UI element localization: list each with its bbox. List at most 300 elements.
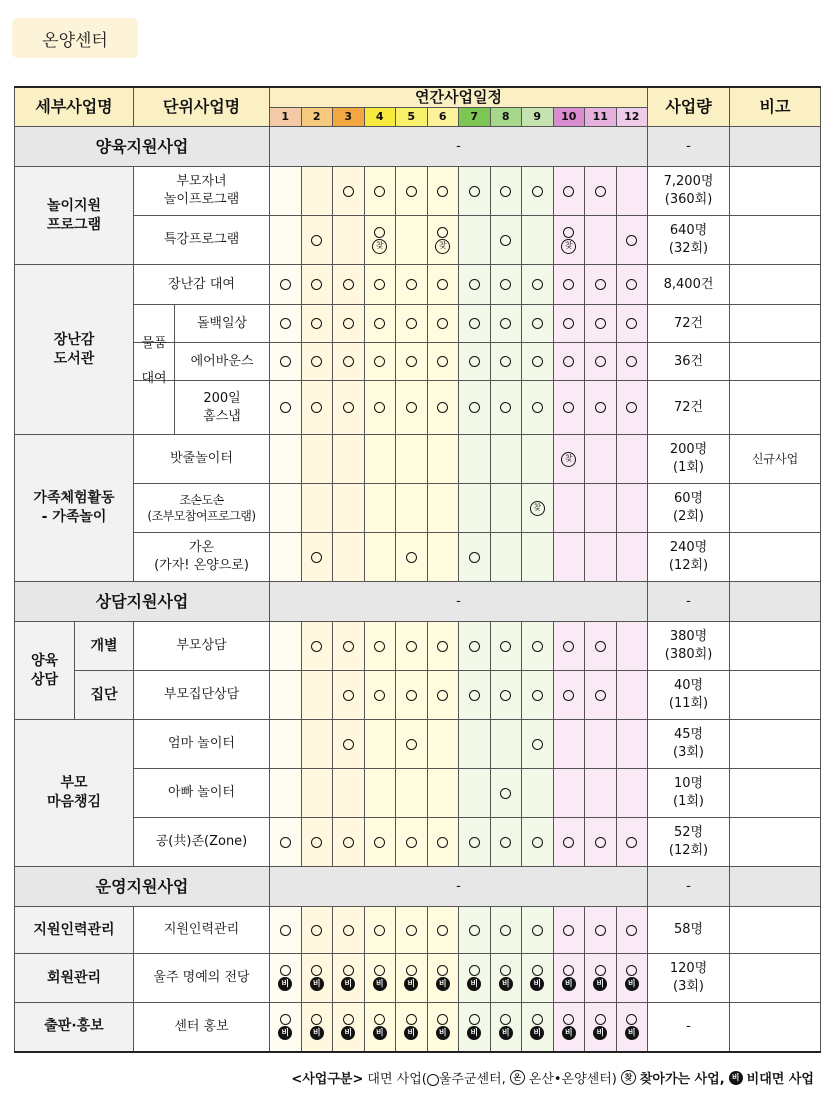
- circle-icon: [406, 739, 417, 750]
- text-line: 상담: [30, 671, 59, 688]
- nonface-icon: 비: [436, 977, 450, 991]
- mark-stack: [302, 235, 333, 246]
- month-cell-7: [459, 484, 491, 533]
- text-line: 개별: [90, 637, 118, 654]
- text-line: 45명: [673, 727, 704, 743]
- mark-stack: [522, 356, 553, 367]
- quantity-cell: [648, 1003, 730, 1052]
- mark-stack: [459, 402, 490, 413]
- month-cell-1: [270, 671, 302, 720]
- text-line: 36건: [673, 353, 704, 369]
- mark-stack: [491, 186, 522, 197]
- mark-stack: [617, 965, 648, 991]
- circle-icon: [343, 837, 354, 848]
- mark-stack: [554, 965, 585, 991]
- section-row: [15, 867, 821, 907]
- sub-individual: [75, 622, 134, 671]
- month-cell-4: [364, 216, 396, 265]
- circle-icon: [406, 1014, 417, 1025]
- month-cell-9: [522, 484, 554, 533]
- month-cell-2: [301, 305, 333, 343]
- month-cell-9: [522, 216, 554, 265]
- circle-icon: [280, 318, 291, 329]
- section-row: [15, 127, 821, 167]
- quantity-cell: [648, 216, 730, 265]
- quantity-cell: [648, 265, 730, 305]
- nonface-icon: 비: [373, 1026, 387, 1040]
- unit-label: [175, 343, 269, 380]
- mark-stack: [522, 1014, 553, 1040]
- quantity-cell: [648, 435, 730, 484]
- month-cell-9: [522, 265, 554, 305]
- month-cell-2: [301, 907, 333, 954]
- circle-icon: [626, 965, 637, 976]
- circle-icon: [374, 837, 385, 848]
- mark-stack: [396, 186, 427, 197]
- mark-stack: [585, 837, 616, 848]
- unit-name: [134, 484, 270, 533]
- text-line: 1: [281, 110, 290, 123]
- month-cell-6: [427, 720, 459, 769]
- month-cell-2: [301, 622, 333, 671]
- mark-stack: [585, 965, 616, 991]
- mark-stack: [302, 1014, 333, 1040]
- month-cell-5: [396, 216, 428, 265]
- month-cell-1: [270, 381, 302, 435]
- circle-icon: [311, 279, 322, 290]
- header-note: [730, 87, 821, 127]
- month-cell-5: [396, 622, 428, 671]
- mark-stack: [459, 1014, 490, 1040]
- mark-stack: [302, 318, 333, 329]
- text-line: 놀이지원: [46, 197, 102, 214]
- text-line: 놀이프로그램: [163, 192, 240, 207]
- circle-icon: [374, 641, 385, 652]
- mark-stack: [522, 965, 553, 991]
- mark-stack: [585, 1014, 616, 1040]
- table-row: [15, 907, 821, 954]
- mark-stack: [491, 641, 522, 652]
- month-cell-9: [522, 769, 554, 818]
- mark-stack: [365, 641, 396, 652]
- unit-split-wrap: [134, 381, 269, 434]
- circle-icon: [374, 402, 385, 413]
- section-note: [730, 582, 821, 622]
- month-cell-2: [301, 533, 333, 582]
- month-cell-2: [301, 954, 333, 1003]
- month-cell-9: [522, 167, 554, 216]
- month-cell-12: [616, 907, 648, 954]
- circle-icon: [469, 1014, 480, 1025]
- month-cell-8: [490, 907, 522, 954]
- text-line: (조부모참여프로그램): [147, 509, 256, 523]
- text-line: (가자! 온양으로): [154, 558, 249, 573]
- month-cell-10: [553, 435, 585, 484]
- month-cell-3: [333, 671, 365, 720]
- table-row: [15, 533, 821, 582]
- mark-stack: [365, 279, 396, 290]
- month-header-5: [396, 108, 428, 127]
- circle-icon: [374, 965, 385, 976]
- month-cell-1: [270, 167, 302, 216]
- month-cell-4: [364, 381, 396, 435]
- circle-icon: [406, 186, 417, 197]
- mark-stack: [333, 1014, 364, 1040]
- quantity-cell: [648, 343, 730, 381]
- text-line: 2: [312, 110, 321, 123]
- mark-stack: [491, 925, 522, 936]
- mark-stack: [585, 402, 616, 413]
- quantity-cell: [648, 167, 730, 216]
- text-line: 부모: [60, 775, 88, 792]
- mark-stack: [270, 318, 301, 329]
- circle-icon: [343, 690, 354, 701]
- circle-icon: [532, 279, 543, 290]
- mark-stack: [522, 925, 553, 936]
- month-cell-5: [396, 343, 428, 381]
- circle-icon: [311, 235, 322, 246]
- circle-icon: [563, 925, 574, 936]
- month-cell-7: [459, 1003, 491, 1052]
- mark-stack: [428, 227, 459, 254]
- legend-on: 온산•온양센터): [528, 1072, 617, 1087]
- text-line: 프로그램: [46, 216, 102, 233]
- circle-icon: [406, 641, 417, 652]
- mark-stack: [554, 227, 585, 254]
- month-cell-4: [364, 954, 396, 1003]
- circle-icon: [563, 356, 574, 367]
- mark-stack: [270, 1014, 301, 1040]
- mark-stack: [302, 356, 333, 367]
- unit-name: [134, 818, 270, 867]
- mark-stack: [459, 690, 490, 701]
- circle-icon: [469, 690, 480, 701]
- circle-icon: [532, 1014, 543, 1025]
- header-row: [15, 87, 821, 108]
- circle-icon: [500, 690, 511, 701]
- mark-stack: [365, 690, 396, 701]
- circle-icon: [500, 925, 511, 936]
- quantity-cell: [648, 720, 730, 769]
- month-cell-8: [490, 533, 522, 582]
- circle-icon: [280, 402, 291, 413]
- text-line: 도서관: [53, 350, 95, 367]
- month-cell-5: [396, 769, 428, 818]
- mark-stack: [365, 227, 396, 254]
- section-schedule: [270, 582, 648, 622]
- unit-name: [134, 769, 270, 818]
- category-play: [15, 167, 134, 265]
- circle-icon: [563, 227, 574, 238]
- month-cell-8: [490, 1003, 522, 1052]
- text-line: 부모상담: [176, 638, 227, 654]
- mark-stack: [491, 788, 522, 799]
- circle-icon: [437, 356, 448, 367]
- header-quantity: [648, 87, 730, 127]
- text-line: 6: [438, 110, 447, 123]
- circle-icon: [374, 925, 385, 936]
- month-cell-9: [522, 954, 554, 1003]
- nonface-icon: 비: [729, 1071, 743, 1085]
- month-cell-1: [270, 907, 302, 954]
- circle-icon: [532, 690, 543, 701]
- circle-icon: [374, 356, 385, 367]
- text-line: 지원인력관리: [33, 921, 115, 938]
- mark-stack: [491, 318, 522, 329]
- mark-stack: [428, 641, 459, 652]
- text-line: 7,200명: [663, 174, 714, 190]
- circle-icon: [343, 279, 354, 290]
- note-cell: [730, 671, 821, 720]
- month-cell-6: [427, 1003, 459, 1052]
- month-cell-5: [396, 720, 428, 769]
- month-cell-6: [427, 381, 459, 435]
- month-cell-12: [616, 671, 648, 720]
- circle-icon: [437, 837, 448, 848]
- month-cell-7: [459, 907, 491, 954]
- mark-stack: [333, 739, 364, 750]
- text-line: 상담지원사업: [95, 591, 189, 611]
- circle-icon: [406, 690, 417, 701]
- month-cell-8: [490, 216, 522, 265]
- mark-stack: [554, 1014, 585, 1040]
- circle-icon: [532, 925, 543, 936]
- month-cell-2: [301, 265, 333, 305]
- circle-icon: [437, 1014, 448, 1025]
- header-detail-project: [15, 87, 134, 127]
- mark-stack: [491, 279, 522, 290]
- text-line: 장난감: [53, 331, 95, 348]
- text-line: 12: [624, 110, 640, 123]
- mark-stack: [554, 837, 585, 848]
- month-cell-2: [301, 818, 333, 867]
- month-cell-9: [522, 622, 554, 671]
- mark-stack: [617, 837, 648, 848]
- nonface-icon: 비: [467, 977, 481, 991]
- nonface-icon: 비: [436, 1026, 450, 1040]
- month-cell-6: [427, 167, 459, 216]
- category-toy-library: [15, 265, 134, 435]
- circle-icon: [626, 318, 637, 329]
- text-line: 홈스냅: [203, 408, 241, 424]
- unit-name: [134, 1003, 270, 1052]
- circle-icon: [563, 279, 574, 290]
- month-cell-5: [396, 671, 428, 720]
- month-cell-12: [616, 533, 648, 582]
- text-line: 가족체험활동: [33, 490, 115, 507]
- mark-stack: [302, 641, 333, 652]
- month-cell-6: [427, 484, 459, 533]
- mark-stack: [396, 965, 427, 991]
- circle-icon: [280, 965, 291, 976]
- mark-stack: [396, 552, 427, 563]
- mark-stack: [333, 690, 364, 701]
- mark-stack: [333, 925, 364, 936]
- month-cell-10: [553, 533, 585, 582]
- month-cell-7: [459, 216, 491, 265]
- text-line: -: [456, 593, 461, 609]
- note-cell: [730, 435, 821, 484]
- month-cell-5: [396, 484, 428, 533]
- circle-icon: [595, 641, 606, 652]
- mark-stack: [333, 837, 364, 848]
- table-row: [15, 954, 821, 1003]
- category-ops: [15, 954, 134, 1003]
- mark-stack: [396, 318, 427, 329]
- text-line: 마음챙김: [46, 794, 102, 810]
- mark-stack: [459, 186, 490, 197]
- mark-stack: [428, 356, 459, 367]
- text-line: 집단: [90, 686, 118, 703]
- circle-icon: [343, 739, 354, 750]
- text-line: -: [456, 878, 461, 894]
- circle-icon: [469, 965, 480, 976]
- section-schedule: [270, 867, 648, 907]
- mark-stack: [333, 641, 364, 652]
- visit-icon: 찾: [621, 1070, 636, 1085]
- circle-icon: [626, 925, 637, 936]
- unit-name: [134, 907, 270, 954]
- mark-stack: [365, 837, 396, 848]
- month-cell-3: [333, 622, 365, 671]
- circle-icon: [427, 1074, 439, 1086]
- month-cell-12: [616, 720, 648, 769]
- month-header-8: [490, 108, 522, 127]
- mark-stack: [617, 235, 648, 246]
- mark-stack: [459, 279, 490, 290]
- note-cell: [730, 343, 821, 381]
- nonface-icon: 비: [341, 1026, 355, 1040]
- visit-icon: 찾: [561, 452, 576, 467]
- text-line: 물품: [141, 336, 167, 352]
- month-cell-4: [364, 818, 396, 867]
- month-cell-11: [585, 265, 617, 305]
- month-cell-7: [459, 305, 491, 343]
- circle-icon: [563, 402, 574, 413]
- mark-stack: [428, 690, 459, 701]
- month-cell-4: [364, 671, 396, 720]
- nonface-icon: 비: [341, 977, 355, 991]
- month-cell-4: [364, 484, 396, 533]
- mark-stack: [396, 837, 427, 848]
- month-cell-8: [490, 671, 522, 720]
- mark-stack: [617, 356, 648, 367]
- table-row: [15, 769, 821, 818]
- mark-stack: [491, 402, 522, 413]
- text-line: (32회): [668, 241, 709, 256]
- text-line: 60명: [673, 491, 704, 507]
- note-cell: [730, 484, 821, 533]
- mark-stack: [428, 965, 459, 991]
- text-line: 부모자녀: [176, 174, 227, 190]
- nonface-icon: 비: [404, 1026, 418, 1040]
- mark-stack: [365, 1014, 396, 1040]
- text-line: 200일: [203, 390, 241, 406]
- month-cell-10: [553, 343, 585, 381]
- circle-icon: [437, 227, 448, 238]
- text-line: 10: [561, 110, 577, 123]
- note-cell: [730, 907, 821, 954]
- mark-stack: [302, 552, 333, 563]
- mark-stack: [365, 356, 396, 367]
- text-line: 72건: [673, 315, 704, 331]
- month-cell-3: [333, 381, 365, 435]
- table-row: [15, 305, 821, 343]
- table-row: [15, 381, 821, 435]
- section-name: [15, 127, 270, 167]
- mark-stack: [585, 318, 616, 329]
- text-line: 돌백일상: [196, 315, 248, 331]
- mark-stack: [617, 925, 648, 936]
- month-cell-10: [553, 1003, 585, 1052]
- month-cell-9: [522, 720, 554, 769]
- section-schedule: [270, 127, 648, 167]
- unit-label: [175, 305, 269, 342]
- month-cell-9: [522, 435, 554, 484]
- text-line: 아빠 놀이터: [168, 785, 235, 801]
- unit-name: [134, 954, 270, 1003]
- table-row: [15, 1003, 821, 1052]
- quantity-cell: [648, 907, 730, 954]
- visit-icon: 찾: [372, 239, 387, 254]
- month-cell-5: [396, 305, 428, 343]
- visit-icon: 찾: [530, 501, 545, 516]
- month-cell-1: [270, 265, 302, 305]
- table-row: [15, 818, 821, 867]
- month-cell-11: [585, 720, 617, 769]
- month-cell-10: [553, 622, 585, 671]
- text-line: 조손도손: [179, 492, 224, 507]
- subcategory-rental: [134, 381, 175, 434]
- category-parenting-counsel: [15, 622, 75, 720]
- circle-icon: [532, 739, 543, 750]
- month-cell-7: [459, 720, 491, 769]
- circle-icon: [532, 965, 543, 976]
- mark-stack: [459, 641, 490, 652]
- mark-stack: [302, 402, 333, 413]
- text-line: 120명: [669, 961, 708, 977]
- mark-stack: [365, 318, 396, 329]
- month-cell-8: [490, 622, 522, 671]
- circle-icon: [626, 356, 637, 367]
- mark-stack: [554, 690, 585, 701]
- mark-stack: [428, 186, 459, 197]
- circle-icon: [437, 186, 448, 197]
- month-cell-12: [616, 216, 648, 265]
- center-label: 온양센터: [12, 18, 138, 58]
- circle-icon: [626, 1014, 637, 1025]
- text-line: 세부사업명: [35, 97, 113, 117]
- circle-icon: [343, 318, 354, 329]
- month-cell-7: [459, 622, 491, 671]
- mark-stack: [428, 318, 459, 329]
- month-cell-3: [333, 1003, 365, 1052]
- month-cell-8: [490, 720, 522, 769]
- mark-stack: [554, 279, 585, 290]
- visit-icon: 찾: [561, 239, 576, 254]
- quantity-cell: [648, 622, 730, 671]
- mark-stack: [333, 279, 364, 290]
- mark-stack: [459, 965, 490, 991]
- unit-name: [134, 533, 270, 582]
- text-line: 640명: [669, 223, 708, 239]
- month-cell-4: [364, 167, 396, 216]
- month-cell-2: [301, 381, 333, 435]
- mark-stack: [617, 402, 648, 413]
- circle-icon: [311, 356, 322, 367]
- circle-icon: [595, 965, 606, 976]
- month-cell-3: [333, 265, 365, 305]
